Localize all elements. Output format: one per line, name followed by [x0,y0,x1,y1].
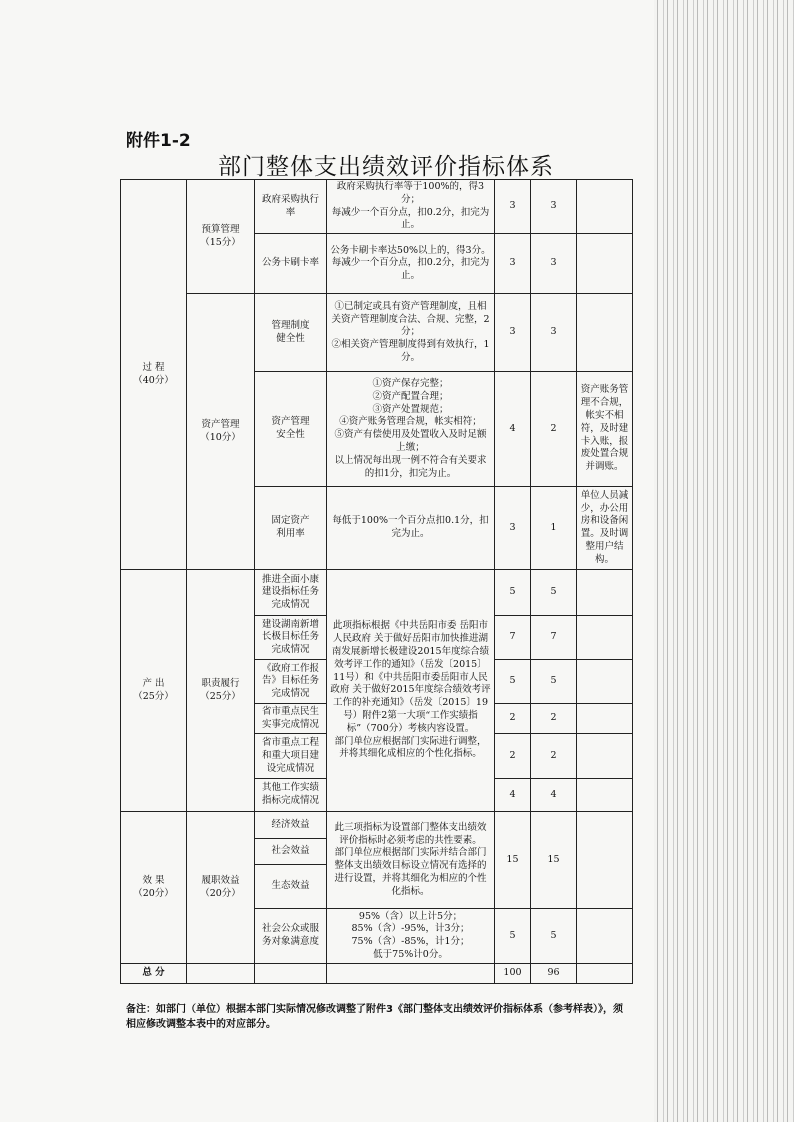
level1-cell: 产 出 （25分） [121,570,187,812]
full-score-cell: 2 [495,704,531,734]
full-score-cell: 2 [495,734,531,779]
note-cell [577,234,633,294]
level3-cell: 其他工作实绩指标完成情况 [255,779,327,812]
table-row [121,180,633,234]
total-full-score: 100 [495,964,531,984]
full-score-cell: 5 [495,909,531,964]
score-cell: 5 [531,570,577,616]
level3-cell: 省市重点民生实事完成情况 [255,704,327,734]
score-cell: 1 [531,487,577,570]
level2-cell: 预算管理 （15分） [187,180,255,294]
level1-cell: 过 程 （40分） [121,180,187,570]
level3-cell: 社会公众或服务对象满意度 [255,909,327,964]
score-cell: 2 [531,704,577,734]
note-cell [577,180,633,234]
rule-cell: 每低于100%一个百分点扣0.1分，扣完为止。 [327,487,495,570]
level3-cell: 《政府工作报告》目标任务完成情况 [255,660,327,704]
score-cell: 3 [531,234,577,294]
table-row [121,570,633,616]
full-score-cell: 3 [495,294,531,372]
scan-edge-artifact [654,0,794,1122]
total-label: 总 分 [121,964,187,984]
rule-cell: 此三项指标为设置部门整体支出绩效评价指标时必须考虑的共性要素。 部门单位应根据部门实际并结合部门整体支出绩效目标设立情况有选择的进行设置，并将其细化为相应的个性化指标。 [327,812,495,909]
level3-cell: 生态效益 [255,865,327,909]
score-cell: 5 [531,660,577,704]
attachment-label: 附件1-2 [126,131,191,151]
level3-cell: 固定资产 利用率 [255,487,327,570]
table-row [121,294,633,372]
level3-cell: 政府采购执行率 [255,180,327,234]
note-cell: 单位人员减少，办公用房和设备闲置。及时调整用户结构。 [577,487,633,570]
full-score-cell: 15 [495,812,531,909]
rule-cell: 此项指标根据《中共岳阳市委 岳阳市人民政府 关于做好岳阳市加快推进湖南发展新增长极建设2015年度综合绩效考评工作的通知》（岳发〔2015〕11号）和《中共岳阳市委岳阳市人民政府 关于做好2015年度综合绩效考评工作的补充通知》（岳发〔2015〕19号）附件2第一大项“工作实绩指标”（700分）考核内容设置。 部门单位应根据部门实际进行调整，并将其细化成相应的个性化指标。 [327,570,495,812]
full-score-cell: 3 [495,487,531,570]
rule-cell: 公务卡刷卡率达50%以上的，得3分。 每减少一个百分点，扣0.2分，扣完为止。 [327,234,495,294]
level3-cell: 推进全面小康建设指标任务完成情况 [255,570,327,616]
note-cell: 资产账务管理不合规，帐实不相符，及时建卡入账，报废处置合规并调账。 [577,372,633,487]
score-cell: 3 [531,180,577,234]
score-cell: 3 [531,294,577,372]
level3-cell: 建设湖南新增长极目标任务完成情况 [255,616,327,660]
score-cell: 2 [531,372,577,487]
score-cell: 5 [531,909,577,964]
level3-cell: 经济效益 [255,812,327,839]
table-row [121,812,633,839]
indicator-table [120,179,633,984]
note-cell [577,616,633,660]
level3-cell: 管理制度 健全性 [255,294,327,372]
full-score-cell: 4 [495,779,531,812]
full-score-cell: 5 [495,570,531,616]
note-cell [577,704,633,734]
level2-cell: 职责履行 （25分） [187,570,255,812]
level3-cell: 省市重点工程和重大项目建设完成情况 [255,734,327,779]
full-score-cell: 4 [495,372,531,487]
total-row [121,964,633,984]
level3-cell: 资产管理 安全性 [255,372,327,487]
note-cell [577,779,633,812]
full-score-cell: 3 [495,234,531,294]
note-cell [577,734,633,779]
note-cell [577,909,633,964]
score-cell: 4 [531,779,577,812]
rule-cell: 95%（含）以上计5分； 85%（含）-95%，计3分； 75%（含）-85%，计1分； 低于75%计0分。 [327,909,495,964]
level3-cell: 公务卡刷卡率 [255,234,327,294]
total-score: 96 [531,964,577,984]
note-cell [577,660,633,704]
level2-cell: 资产管理 （10分） [187,294,255,570]
level3-cell: 社会效益 [255,839,327,865]
score-cell: 2 [531,734,577,779]
full-score-cell: 7 [495,616,531,660]
full-score-cell: 5 [495,660,531,704]
full-score-cell: 3 [495,180,531,234]
rule-cell: 政府采购执行率等于100%的，得3分； 每减少一个百分点，扣0.2分，扣完为止。 [327,180,495,234]
rule-cell: ①已制定或具有资产管理制度，且相关资产管理制度合法、合规、完整，2分； ②相关资产管理制度得到有效执行，1分。 [327,294,495,372]
note-cell [577,294,633,372]
score-cell: 15 [531,812,577,909]
note-cell [577,812,633,909]
page-title: 部门整体支出绩效评价指标体系 [218,154,554,180]
rule-cell: ①资产保存完整； ②资产配置合理； ③资产处置规范； ④资产账务管理合规，帐实相符； ⑤资产有偿使用及处置收入及时足额上缴； 以上情况每出现一例不符合有关要求的扣1分，扣完为止。 [327,372,495,487]
level1-cell: 效 果 （20分） [121,812,187,964]
score-cell: 7 [531,616,577,660]
footer-note: 备注：如部门（单位）根据本部门实际情况修改调整了附件3《部门整体支出绩效评价指标体系（参考样表）》，须相应修改调整本表中的对应部分。 [126,1004,623,1030]
note-cell [577,570,633,616]
level2-cell: 履职效益 （20分） [187,812,255,964]
